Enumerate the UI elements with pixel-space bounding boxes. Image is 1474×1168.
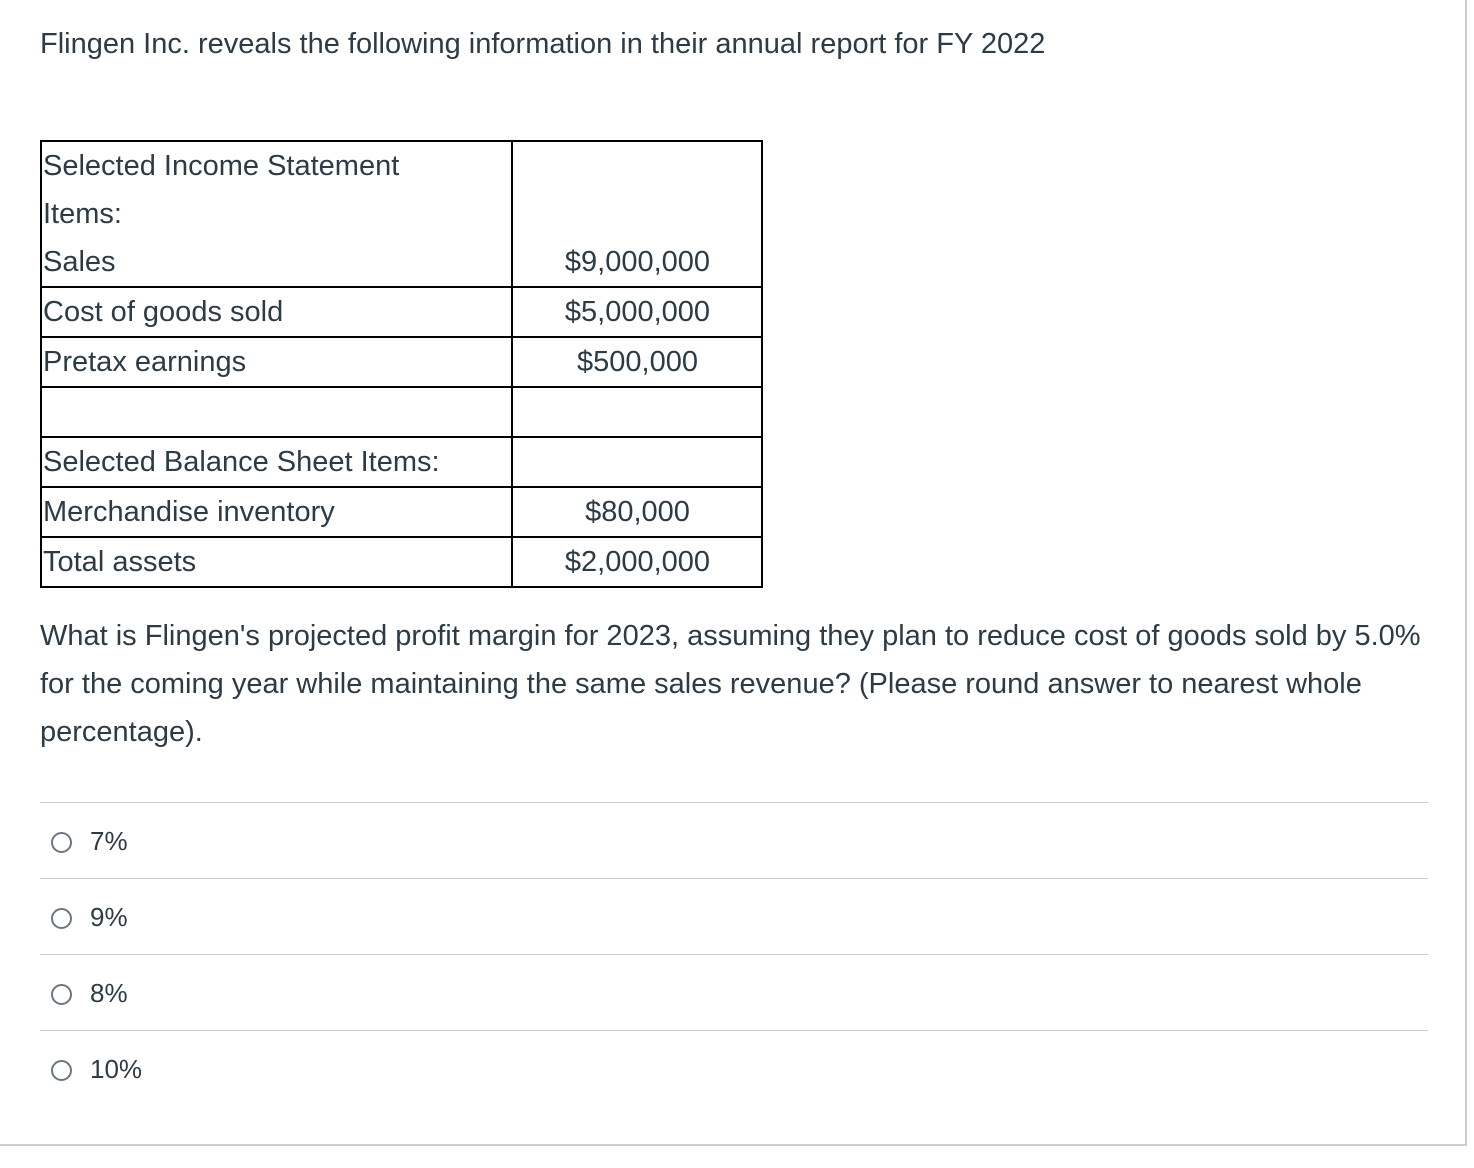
table-cell-label	[41, 337, 512, 387]
table-cell-label	[41, 141, 512, 287]
income-heading-line2: Items:	[43, 198, 122, 230]
row-value-cogs: $5,000,000	[564, 296, 711, 328]
answer-label[interactable]: 7%	[90, 826, 128, 856]
radio-button[interactable]	[51, 908, 72, 929]
answer-list	[40, 802, 1428, 1107]
radio-button[interactable]	[51, 1060, 72, 1081]
row-label-total-assets: Total assets	[43, 546, 197, 578]
table-cell-value	[512, 537, 762, 587]
table-cell-value	[512, 141, 762, 287]
table-row	[41, 141, 762, 287]
table-row	[41, 337, 762, 387]
table-cell-empty	[512, 387, 762, 437]
table-row	[41, 287, 762, 337]
row-label-cogs: Cost of goods sold	[43, 296, 284, 328]
table-cell-label	[41, 487, 512, 537]
answer-label[interactable]: 10%	[90, 1054, 143, 1084]
table-cell-label	[41, 537, 512, 587]
table-cell-value	[512, 487, 762, 537]
answer-label[interactable]: 9%	[90, 902, 128, 932]
intro-text: Flingen Inc. reveals the following information in their annual report for FY 2022	[40, 28, 1046, 60]
question-text: What is Flingen's projected profit margin for 2023, assuming they plan to reduce cost of goods sold by 5.0% for the coming year while maintaining the same sales revenue? (Please round answer to nearest whole percentage).	[40, 620, 1421, 748]
table-row	[41, 537, 762, 587]
row-label-inventory: Merchandise inventory	[43, 496, 335, 528]
row-value-total-assets: $2,000,000	[564, 546, 711, 578]
answer-option[interactable]	[40, 1031, 1428, 1107]
row-value-pretax: $500,000	[577, 346, 698, 378]
table-cell-empty	[41, 387, 512, 437]
table-row	[41, 437, 762, 487]
answer-option[interactable]	[40, 955, 1428, 1031]
radio-button[interactable]	[51, 984, 72, 1005]
row-value-inventory: $80,000	[585, 496, 690, 528]
row-label-sales: Sales	[43, 246, 116, 278]
answer-label[interactable]: 8%	[90, 978, 128, 1008]
income-heading-line1: Selected Income Statement	[43, 150, 400, 182]
table-cell-empty	[512, 437, 762, 487]
answer-option[interactable]	[40, 879, 1428, 955]
row-value-sales: $9,000,000	[564, 246, 711, 278]
table-cell-value	[512, 337, 762, 387]
table-cell-label	[41, 287, 512, 337]
row-label-pretax: Pretax earnings	[43, 346, 247, 378]
financial-data-table	[40, 140, 763, 588]
answer-option[interactable]	[40, 803, 1428, 879]
table-row-empty	[41, 387, 762, 437]
table-cell-value	[512, 287, 762, 337]
table-row	[41, 487, 762, 537]
table-cell-label	[41, 437, 512, 487]
balance-heading: Selected Balance Sheet Items:	[43, 446, 440, 478]
radio-button[interactable]	[51, 832, 72, 853]
